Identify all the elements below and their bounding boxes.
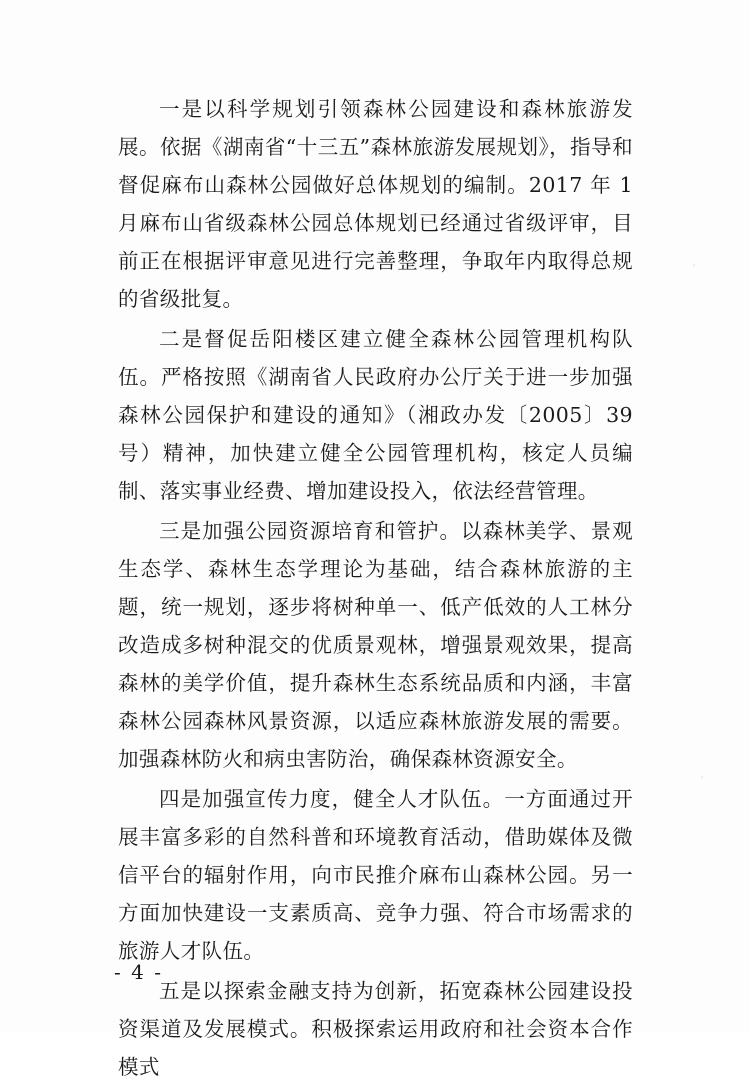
page-number: - 4 - xyxy=(114,960,163,984)
paragraph-3: 三是加强公园资源培育和管护。以森林美学、景观生态学、森林生态学理论为基础，结合森林旅游的主题，统一规划，逐步将树种单一、低产低效的人工林分改造成多树种混交的优质景观林，增强景观效果，提高森林的美学价值，提升森林生态系统品质和内涵，丰富森林公园森林风景资源，以适应森林旅游发展的需要。加强森林防火和病虫害防治，确保森林资源安全。 xyxy=(118,519,633,771)
paragraph-1: 一是以科学规划引领森林公园建设和森林旅游发展。依据《湖南省“十三五”森林旅游发展规划》，指导和督促麻布山森林公园做好总体规划的编制。2017 年 1 月麻布山省级森林公园总体规划已经通过省级评审，目前正在根据评审意见进行完善整理，争取年内取得总规的省级批复。 xyxy=(118,97,633,311)
bleed-through-mark: · xyxy=(700,770,705,786)
bleed-through-mark: · xyxy=(692,258,697,274)
body-text xyxy=(118,90,633,1088)
paragraph-5: 五是以探索金融支持为创新，拓宽森林公园建设投资渠道及发展模式。积极探索运用政府和社会资本合作模式 xyxy=(118,979,633,1079)
paragraph-4: 四是加强宣传力度，健全人才队伍。一方面通过开展丰富多彩的自然科普和环境教育活动，借助媒体及微信平台的辐射作用，向市民推介麻布山森林公园。另一方面加快建设一支素质高、竞争力强、符合市场需求的旅游人才队伍。 xyxy=(118,787,633,963)
paragraph-2: 二是督促岳阳楼区建立健全森林公园管理机构队伍。严格按照《湖南省人民政府办公厅关于进一步加强森林公园保护和建设的通知》（湘政办发〔2005〕39 号）精神，加快建立健全公园管理机构，核定人员编制、落实事业经费、增加建设投入，依法经营管理。 xyxy=(118,327,633,503)
